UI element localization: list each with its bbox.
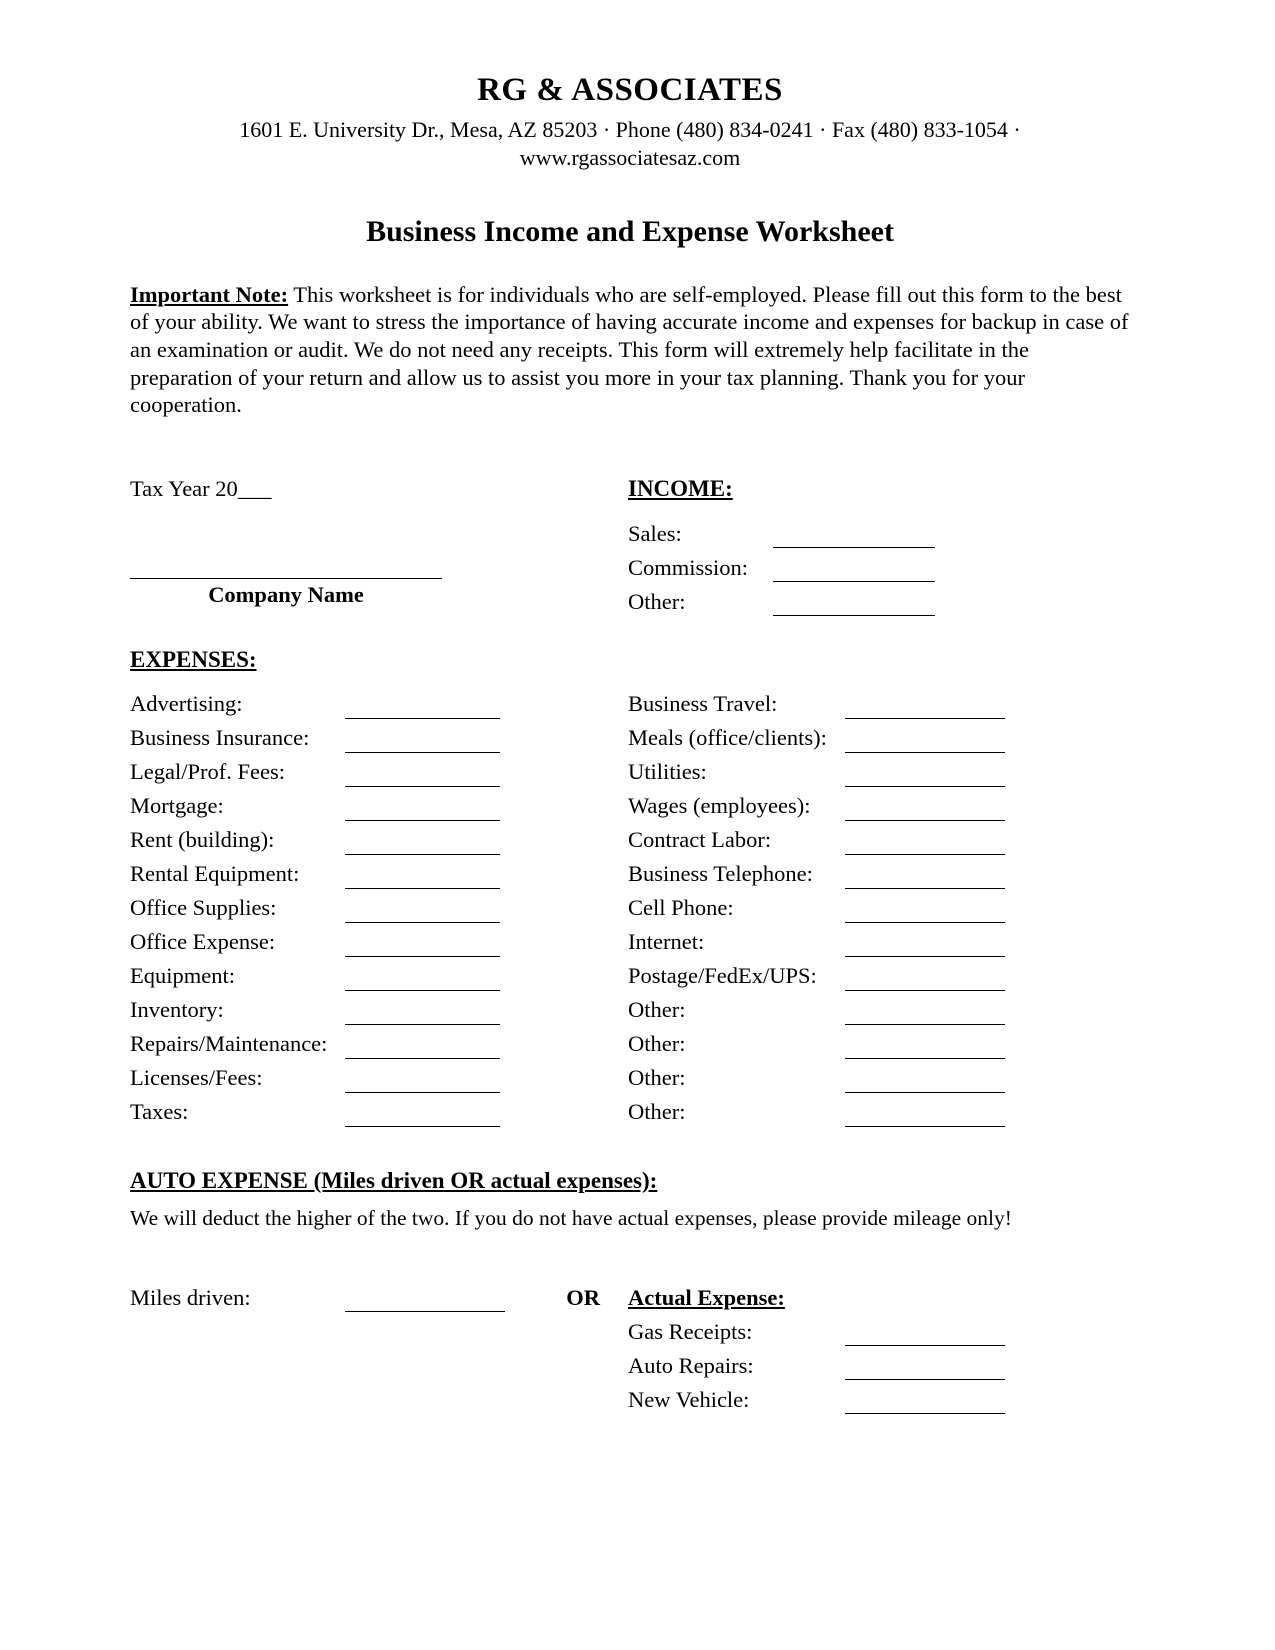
expense-row xyxy=(628,855,1130,889)
page-title: Business Income and Expense Worksheet xyxy=(366,215,894,249)
blank-line xyxy=(345,1103,500,1127)
income-row xyxy=(628,582,1130,616)
expense-row-label: Wages (employees): xyxy=(628,793,811,819)
expense-row xyxy=(628,957,1130,991)
expense-row xyxy=(628,1059,1130,1093)
expense-row xyxy=(628,685,1130,719)
company-name-blank-line xyxy=(130,553,442,579)
expense-row xyxy=(628,719,1130,753)
miles-driven-row xyxy=(130,1278,628,1312)
expense-row-label: Office Expense: xyxy=(130,929,276,955)
auto-expense-heading: AUTO EXPENSE (Miles driven OR actual expenses): xyxy=(130,1167,658,1193)
expense-row xyxy=(130,821,628,855)
expense-row-label: Cell Phone: xyxy=(628,895,734,921)
blank-line xyxy=(345,933,500,957)
expenses-grid xyxy=(130,685,1130,1127)
expense-row xyxy=(628,923,1130,957)
expense-row-label: Business Travel: xyxy=(628,691,778,717)
blank-line xyxy=(773,592,935,616)
expense-row-label: Other: xyxy=(628,1031,686,1057)
company-name-field xyxy=(130,553,442,609)
expense-row-label: Rental Equipment: xyxy=(130,861,300,887)
expense-row-label: Taxes: xyxy=(130,1099,189,1125)
identity-block xyxy=(130,475,628,616)
expense-row-label: Internet: xyxy=(628,929,705,955)
income-row-label: Commission: xyxy=(628,554,749,580)
blank-line xyxy=(845,695,1005,719)
blank-line xyxy=(345,899,500,923)
blank-line xyxy=(845,831,1005,855)
blank-line xyxy=(845,1103,1005,1127)
actual-expense-block xyxy=(628,1278,1130,1414)
important-note xyxy=(130,281,1130,419)
auto-expense-note: We will deduct the higher of the two. If you do not have actual expenses, please provide mileage only! xyxy=(130,1206,1012,1231)
expense-row xyxy=(130,787,628,821)
expense-row-label: Business Insurance: xyxy=(130,725,310,751)
actual-expense-row xyxy=(628,1312,1130,1346)
expense-row-label: Other: xyxy=(628,997,686,1023)
expense-row xyxy=(628,1093,1130,1127)
income-rows xyxy=(628,514,1130,616)
actual-expense-row-label: Auto Repairs: xyxy=(628,1353,754,1379)
expense-row-label: Advertising: xyxy=(130,691,243,717)
expense-row xyxy=(130,957,628,991)
blank-line xyxy=(845,1390,1005,1414)
expense-row-label: Contract Labor: xyxy=(628,827,772,853)
actual-expense-row xyxy=(628,1346,1130,1380)
blank-line xyxy=(845,1001,1005,1025)
expense-row-label: Rent (building): xyxy=(130,827,275,853)
blank-line xyxy=(845,797,1005,821)
expense-row-label: Mortgage: xyxy=(130,793,224,819)
expense-row xyxy=(628,821,1130,855)
blank-line xyxy=(845,1035,1005,1059)
income-row xyxy=(628,548,1130,582)
expense-row xyxy=(130,991,628,1025)
expense-row xyxy=(628,889,1130,923)
miles-driven-label: Miles driven: xyxy=(130,1285,251,1311)
expense-row-label: Repairs/Maintenance: xyxy=(130,1031,328,1057)
expenses-left-column xyxy=(130,685,628,1127)
expense-row-label: Utilities: xyxy=(628,759,707,785)
blank-line xyxy=(845,967,1005,991)
expense-row xyxy=(130,923,628,957)
expense-row xyxy=(130,1093,628,1127)
letterhead-company-name: RG & ASSOCIATES xyxy=(477,72,783,108)
actual-expense-row-label: New Vehicle: xyxy=(628,1387,750,1413)
blank-line xyxy=(845,1356,1005,1380)
blank-line xyxy=(845,729,1005,753)
blank-line xyxy=(345,1035,500,1059)
blank-line xyxy=(345,1288,505,1312)
important-note-label: Important Note: xyxy=(130,281,289,307)
actual-expense-heading: Actual Expense: xyxy=(628,1285,785,1311)
income-row-label: Sales: xyxy=(628,520,682,546)
letterhead-website: www.rgassociatesaz.com xyxy=(519,144,741,170)
expense-row-label: Postage/FedEx/UPS: xyxy=(628,963,817,989)
expense-row xyxy=(130,753,628,787)
blank-line xyxy=(845,933,1005,957)
expenses-right-column xyxy=(628,685,1130,1127)
expense-row xyxy=(130,685,628,719)
expense-row xyxy=(130,889,628,923)
expense-row xyxy=(628,753,1130,787)
expense-row-label: Other: xyxy=(628,1065,686,1091)
tax-year-label: Tax Year 20___ xyxy=(130,476,272,502)
expense-row xyxy=(628,1025,1130,1059)
auto-expense-body xyxy=(130,1278,1130,1414)
letterhead-address: 1601 E. University Dr., Mesa, AZ 85203 · Phone (480) 834-0241 · Fax (480) 833-1054 · xyxy=(239,117,1021,143)
blank-line xyxy=(345,1001,500,1025)
income-heading: INCOME: xyxy=(628,476,733,502)
company-name-label: Company Name xyxy=(208,582,364,608)
blank-line xyxy=(845,763,1005,787)
income-row-label: Other: xyxy=(628,588,686,614)
actual-expense-row xyxy=(628,1380,1130,1414)
expense-row-label: Meals (office/clients): xyxy=(628,725,827,751)
blank-line xyxy=(345,831,500,855)
expense-row-label: Inventory: xyxy=(130,997,224,1023)
expense-row xyxy=(130,1025,628,1059)
blank-line xyxy=(345,695,500,719)
blank-line xyxy=(845,1069,1005,1093)
important-note-text: This worksheet is for individuals who are self-employed. Please fill out this form to the best of your ability. We want to stress the importance of having accurate income and expenses for backup in case of an examination or audit. We do not need any receipts. This form will extremely help facilitate in the preparation of your return and allow us to assist you more in your tax planning. Thank you for your cooperation. xyxy=(130,281,1129,418)
blank-line xyxy=(345,865,500,889)
expense-row-label: Other: xyxy=(628,1099,686,1125)
expense-row xyxy=(628,991,1130,1025)
blank-line xyxy=(845,1322,1005,1346)
actual-expense-row-label: Gas Receipts: xyxy=(628,1319,753,1345)
identity-income-section xyxy=(130,475,1130,616)
blank-line xyxy=(773,558,935,582)
expenses-section xyxy=(130,646,1130,1127)
expense-row-label: Office Supplies: xyxy=(130,895,277,921)
expense-row-label: Business Telephone: xyxy=(628,861,813,887)
expense-row-label: Legal/Prof. Fees: xyxy=(130,759,285,785)
letterhead xyxy=(130,70,1130,171)
or-label: OR xyxy=(566,1285,600,1311)
expenses-heading: EXPENSES: xyxy=(130,646,257,672)
blank-line xyxy=(345,1069,500,1093)
expense-row xyxy=(130,1059,628,1093)
blank-line xyxy=(773,524,935,548)
blank-line xyxy=(345,729,500,753)
auto-expense-section xyxy=(130,1167,1130,1415)
expense-row-label: Licenses/Fees: xyxy=(130,1065,263,1091)
expense-row xyxy=(130,855,628,889)
blank-line xyxy=(845,899,1005,923)
expense-row-label: Equipment: xyxy=(130,963,235,989)
expense-row xyxy=(628,787,1130,821)
expense-row xyxy=(130,719,628,753)
income-row xyxy=(628,514,1130,548)
income-block xyxy=(628,475,1130,616)
blank-line xyxy=(345,967,500,991)
blank-line xyxy=(345,797,500,821)
blank-line xyxy=(845,865,1005,889)
blank-line xyxy=(345,763,500,787)
